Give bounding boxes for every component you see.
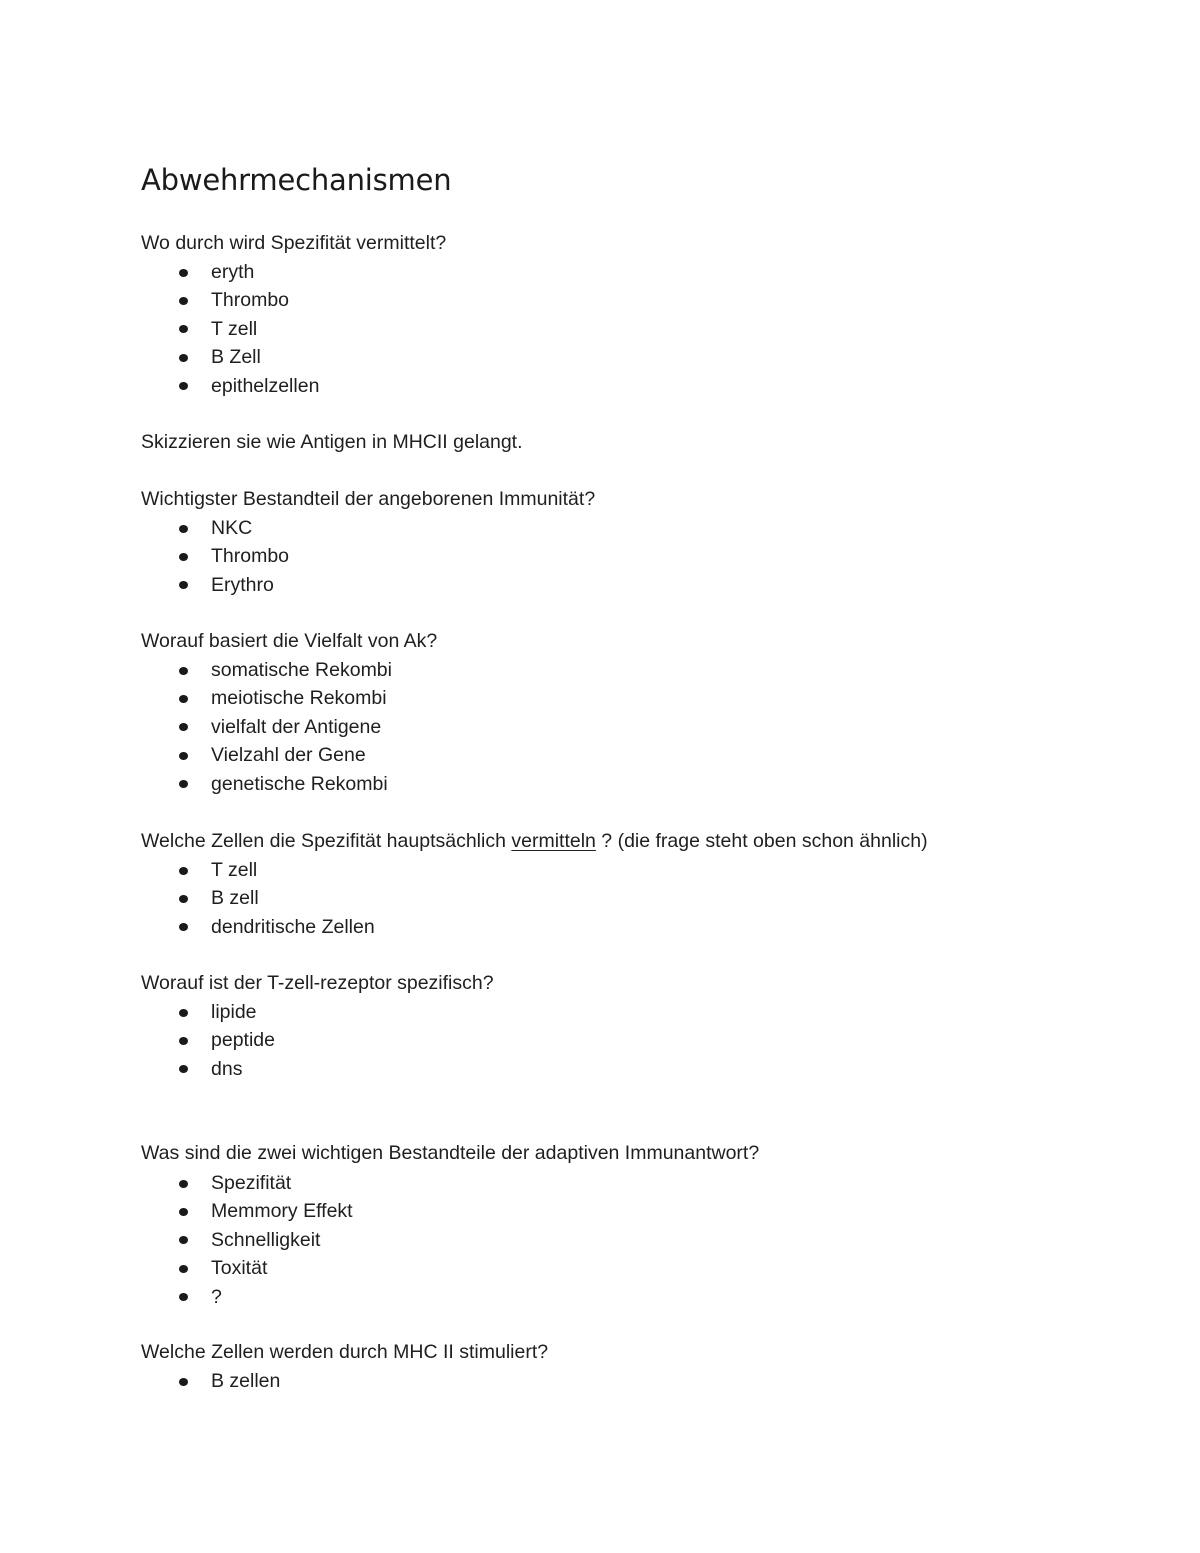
list-item	[0, 286, 319, 314]
bullet-icon	[179, 382, 188, 390]
bullet-icon	[179, 297, 188, 305]
option-label: Thrombo	[211, 545, 290, 568]
question-1: Wo durch wird Spezifität vermittelt?	[141, 232, 447, 254]
list-item	[0, 1367, 280, 1395]
option-label: peptide	[211, 1029, 275, 1052]
list-item	[0, 1254, 353, 1282]
question-8: Welche Zellen werden durch MHC II stimuliert?	[141, 1341, 549, 1363]
list-item	[0, 258, 319, 286]
bullet-icon	[179, 1009, 188, 1017]
list-item	[0, 372, 319, 400]
bullet-icon	[179, 1293, 188, 1301]
bullet-icon	[179, 525, 188, 533]
bullet-icon	[179, 895, 188, 903]
question-8-options	[0, 1367, 280, 1395]
bullet-icon	[179, 354, 188, 362]
bullet-icon	[179, 1208, 188, 1216]
option-label: NKC	[211, 517, 253, 539]
list-item	[0, 542, 289, 570]
option-label: T zell	[211, 859, 258, 881]
option-label: Spezifität	[211, 1172, 292, 1194]
document-title: Abwehrmechanismen	[141, 163, 452, 197]
question-1-options	[0, 258, 319, 400]
option-label: Toxität	[211, 1257, 268, 1280]
list-item	[0, 856, 375, 884]
list-item	[0, 1055, 275, 1083]
bullet-icon	[179, 780, 188, 788]
bullet-icon	[179, 867, 188, 875]
bullet-icon	[179, 1265, 188, 1273]
question-5-options	[0, 856, 375, 941]
list-item	[0, 514, 289, 542]
bullet-icon	[179, 1180, 188, 1188]
bullet-icon	[179, 581, 188, 589]
list-item	[0, 1026, 275, 1054]
option-label: Memmory Effekt	[211, 1200, 353, 1223]
bullet-icon	[179, 1037, 188, 1045]
question-6-options	[0, 998, 275, 1083]
bullet-icon	[179, 752, 188, 760]
bullet-icon	[179, 695, 188, 703]
list-item	[0, 1226, 353, 1254]
question-5-underlined-word: vermitteln	[511, 830, 596, 852]
option-label: meiotische Rekombi	[211, 687, 387, 710]
question-6: Worauf ist der T-zell-rezeptor spezifisch?	[141, 972, 494, 994]
option-label: genetische Rekombi	[211, 772, 388, 795]
bullet-icon	[179, 553, 188, 561]
question-2: Skizzieren sie wie Antigen in MHCII gelangt.	[141, 431, 523, 453]
question-4-options	[0, 656, 392, 798]
option-label: somatische Rekombi	[211, 659, 392, 681]
question-3: Wichtigster Bestandteil der angeborenen Immunität?	[141, 488, 596, 510]
option-label: B zellen	[211, 1370, 281, 1392]
option-label: Schnelligkeit	[211, 1228, 321, 1251]
list-item	[0, 884, 375, 912]
question-7: Was sind die zwei wichtigen Bestandteile der adaptiven Immunantwort?	[141, 1142, 760, 1164]
bullet-icon	[179, 269, 188, 277]
list-item	[0, 741, 392, 769]
question-7-options	[0, 1169, 353, 1311]
option-label: dns	[211, 1057, 243, 1080]
list-item	[0, 913, 375, 941]
list-item	[0, 1169, 353, 1197]
bullet-icon	[179, 1378, 188, 1386]
question-3-options	[0, 514, 289, 599]
option-label: T zell	[211, 317, 258, 340]
question-5-text-end: ? (die frage steht oben schon ähnlich)	[595, 830, 928, 852]
option-label: B zell	[211, 887, 259, 910]
bullet-icon	[179, 723, 188, 731]
option-label: Vielzahl der Gene	[211, 744, 366, 767]
list-item	[0, 315, 319, 343]
question-5	[141, 827, 928, 856]
option-label: vielfalt der Antigene	[211, 715, 382, 738]
option-label: Thrombo	[211, 289, 290, 312]
option-label: eryth	[211, 261, 255, 283]
option-label: Erythro	[211, 573, 274, 596]
option-label: ?	[211, 1285, 222, 1308]
list-item	[0, 343, 319, 371]
list-item	[0, 998, 275, 1026]
option-label: epithelzellen	[211, 374, 320, 397]
option-label: dendritische Zellen	[211, 915, 375, 938]
option-label: lipide	[211, 1001, 257, 1023]
question-4: Worauf basiert die Vielfalt von Ak?	[141, 630, 438, 652]
bullet-icon	[179, 923, 188, 931]
list-item	[0, 1197, 353, 1225]
bullet-icon	[179, 1236, 188, 1244]
question-5-text-start: Welche Zellen die Spezifität hauptsächlich	[141, 830, 512, 852]
list-item	[0, 1283, 353, 1311]
bullet-icon	[179, 1065, 188, 1073]
list-item	[0, 571, 289, 599]
list-item	[0, 713, 392, 741]
list-item	[0, 656, 392, 684]
bullet-icon	[179, 667, 188, 675]
list-item	[0, 684, 392, 712]
list-item	[0, 770, 392, 798]
option-label: B Zell	[211, 346, 261, 369]
bullet-icon	[179, 325, 188, 333]
